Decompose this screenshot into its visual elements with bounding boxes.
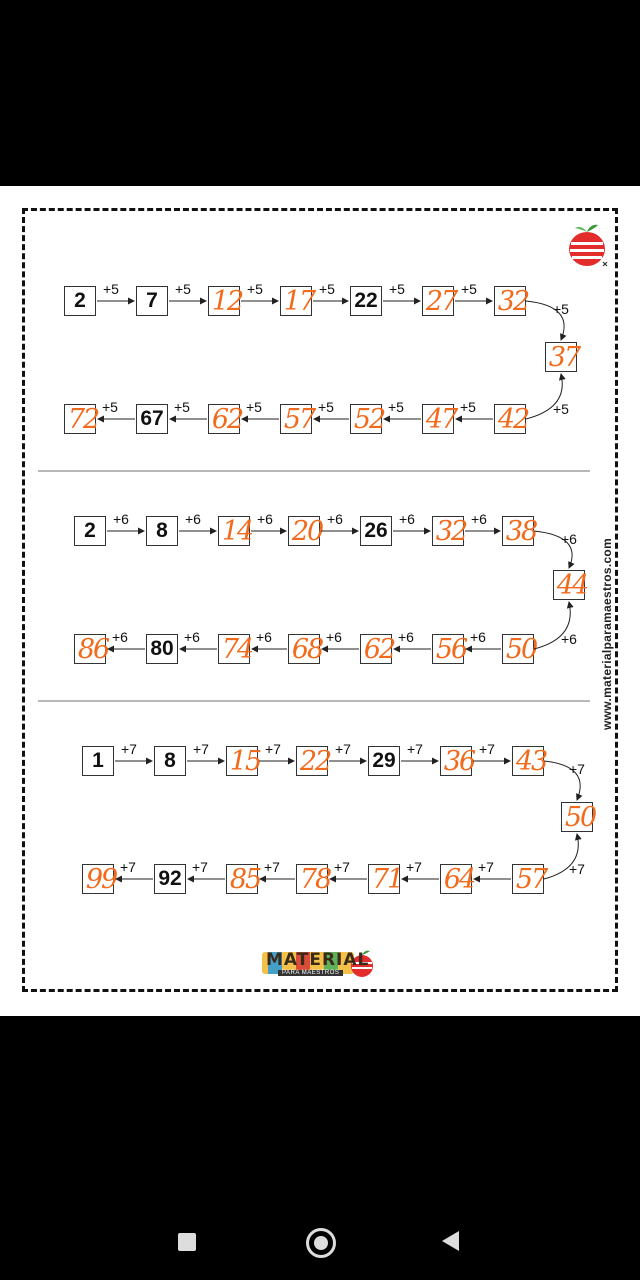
answer-box[interactable] (561, 802, 596, 833)
handwritten-answer: 47 (425, 404, 457, 435)
step-label: +7 (334, 859, 350, 875)
given-number: 22 (354, 289, 378, 312)
answer-box[interactable] (296, 746, 331, 777)
answer-box[interactable] (280, 286, 315, 317)
step-label: +7 (569, 861, 585, 877)
step-label: +7 (335, 741, 351, 757)
given-number-box (82, 746, 114, 776)
step-label: +7 (121, 741, 137, 757)
handwritten-answer: 57 (515, 864, 547, 895)
answer-box[interactable] (208, 286, 243, 317)
step-label: +6 (470, 629, 486, 645)
brand-subtitle: PARA MAESTROS (278, 970, 343, 976)
brand-logo (262, 948, 378, 982)
answer-box[interactable] (512, 746, 547, 777)
handwritten-answer: 85 (229, 864, 261, 895)
step-label: +6 (326, 629, 342, 645)
answer-box[interactable] (74, 634, 109, 665)
step-label: +5 (246, 399, 262, 415)
handwritten-answer: 17 (283, 286, 315, 317)
given-number: 1 (92, 749, 104, 772)
handwritten-answer: 44 (556, 570, 588, 601)
step-label: +6 (256, 629, 272, 645)
answer-box[interactable] (432, 634, 467, 665)
handwritten-answer: 22 (299, 746, 331, 777)
answer-box[interactable] (64, 404, 99, 435)
step-label: +7 (478, 859, 494, 875)
handwritten-answer: 72 (67, 404, 99, 435)
step-label: +5 (102, 399, 118, 415)
section-divider (38, 470, 590, 472)
answer-box[interactable] (422, 286, 457, 317)
given-number: 26 (364, 519, 388, 542)
step-label: +5 (461, 281, 477, 297)
handwritten-answer: 64 (443, 864, 475, 895)
status-bar-area (0, 0, 640, 186)
answer-box[interactable] (288, 634, 323, 665)
answer-box[interactable] (494, 404, 529, 435)
given-number-box (368, 746, 400, 776)
given-number: 67 (140, 407, 164, 430)
step-label: +7 (120, 859, 136, 875)
step-label: +6 (113, 511, 129, 527)
answer-box[interactable] (432, 516, 467, 547)
handwritten-answer: 52 (353, 404, 385, 435)
step-label: +6 (257, 511, 273, 527)
handwritten-answer: 50 (564, 802, 596, 833)
step-label: +6 (471, 511, 487, 527)
answer-box[interactable] (502, 634, 537, 665)
given-number: 8 (156, 519, 168, 542)
step-label: +6 (327, 511, 343, 527)
answer-box[interactable] (82, 864, 117, 895)
given-number-box (360, 516, 392, 546)
brand-name: MATERIAL (266, 950, 370, 970)
handwritten-answer: 62 (363, 634, 395, 665)
answer-box[interactable] (226, 864, 261, 895)
handwritten-answer: 14 (221, 516, 253, 547)
given-number-box (74, 516, 106, 546)
step-label: +7 (479, 741, 495, 757)
step-label: +6 (561, 531, 577, 547)
answer-box[interactable] (422, 404, 457, 435)
step-label: +6 (184, 629, 200, 645)
step-label: +7 (407, 741, 423, 757)
home-button[interactable] (306, 1228, 336, 1258)
answer-box[interactable] (218, 516, 253, 547)
answer-box[interactable] (360, 634, 395, 665)
apple-logo-icon (563, 220, 611, 270)
answer-box[interactable] (494, 286, 529, 317)
answer-box[interactable] (440, 864, 475, 895)
answer-box[interactable] (218, 634, 253, 665)
step-label: +6 (399, 511, 415, 527)
given-number-box (350, 286, 382, 316)
step-label: +7 (264, 859, 280, 875)
step-label: +5 (388, 399, 404, 415)
answer-box[interactable] (208, 404, 243, 435)
step-label: +5 (103, 281, 119, 297)
answer-box[interactable] (512, 864, 547, 895)
handwritten-answer: 62 (211, 404, 243, 435)
step-label: +5 (553, 401, 569, 417)
step-label: +6 (112, 629, 128, 645)
handwritten-answer: 15 (229, 746, 261, 777)
handwritten-answer: 27 (425, 286, 457, 317)
recent-apps-button[interactable] (178, 1233, 196, 1251)
answer-box[interactable] (296, 864, 331, 895)
step-label: +5 (553, 301, 569, 317)
given-number: 29 (372, 749, 396, 772)
handwritten-answer: 36 (443, 746, 475, 777)
step-label: +7 (569, 761, 585, 777)
given-number-box (146, 516, 178, 546)
given-number-box (136, 404, 168, 434)
handwritten-answer: 68 (291, 634, 323, 665)
back-button[interactable] (442, 1231, 459, 1251)
handwritten-answer: 56 (435, 634, 467, 665)
step-label: +5 (460, 399, 476, 415)
handwritten-answer: 57 (283, 404, 315, 435)
handwritten-answer: 71 (371, 864, 403, 895)
given-number-box (64, 286, 96, 316)
step-label: +6 (398, 629, 414, 645)
step-label: +6 (185, 511, 201, 527)
step-label: +5 (318, 399, 334, 415)
answer-box[interactable] (440, 746, 475, 777)
given-number: 2 (84, 519, 96, 542)
handwritten-answer: 74 (221, 634, 253, 665)
answer-box[interactable] (280, 404, 315, 435)
handwritten-answer: 99 (85, 864, 117, 895)
given-number: 2 (74, 289, 86, 312)
handwritten-answer: 32 (435, 516, 467, 547)
handwritten-answer: 78 (299, 864, 331, 895)
step-label: +7 (193, 741, 209, 757)
step-label: +5 (175, 281, 191, 297)
given-number: 7 (146, 289, 158, 312)
answer-box[interactable] (288, 516, 323, 547)
step-label: +7 (265, 741, 281, 757)
answer-box[interactable] (368, 864, 403, 895)
handwritten-answer: 20 (291, 516, 323, 547)
section-divider (38, 700, 590, 702)
step-label: +5 (389, 281, 405, 297)
handwritten-answer: 42 (497, 404, 529, 435)
step-label: +5 (174, 399, 190, 415)
given-number-box (146, 634, 178, 664)
step-label: +5 (319, 281, 335, 297)
given-number: 80 (150, 637, 174, 660)
given-number-box (154, 864, 186, 894)
website-watermark: www.materialparamaestros.com (600, 537, 614, 730)
answer-box[interactable] (226, 746, 261, 777)
step-label: +5 (247, 281, 263, 297)
handwritten-answer: 38 (505, 516, 537, 547)
given-number-box (154, 746, 186, 776)
answer-box[interactable] (502, 516, 537, 547)
answer-box[interactable] (553, 570, 588, 601)
handwritten-answer: 12 (211, 286, 243, 317)
step-label: +6 (561, 631, 577, 647)
handwritten-answer: 86 (77, 634, 109, 665)
handwritten-answer: 43 (515, 746, 547, 777)
handwritten-answer: 32 (497, 286, 529, 317)
handwritten-answer: 37 (548, 342, 580, 373)
answer-box[interactable] (350, 404, 385, 435)
step-label: +7 (192, 859, 208, 875)
answer-box[interactable] (545, 342, 580, 373)
given-number-box (136, 286, 168, 316)
step-label: +7 (406, 859, 422, 875)
handwritten-answer: 50 (505, 634, 537, 665)
given-number: 92 (158, 867, 182, 890)
given-number: 8 (164, 749, 176, 772)
